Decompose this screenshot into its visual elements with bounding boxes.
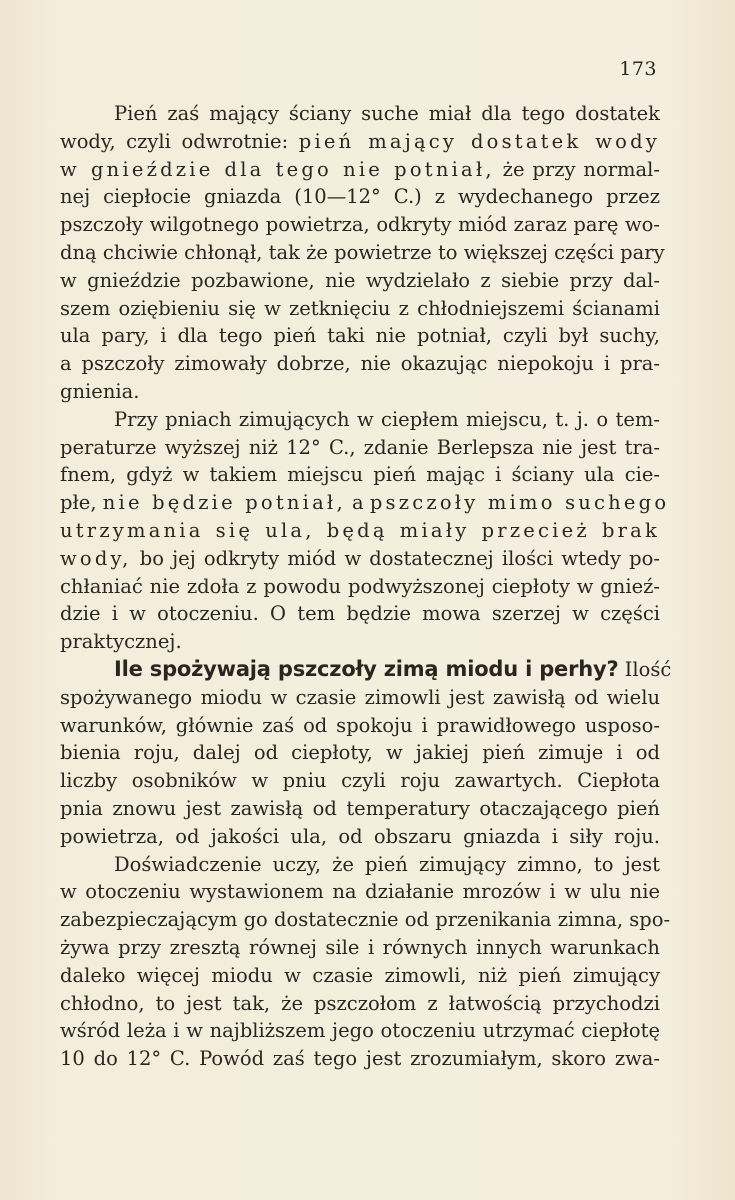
text-line — [60, 545, 660, 573]
text-line — [60, 823, 660, 851]
text-span: gnienia. — [60, 379, 140, 403]
text-span: wody, czyli odwrotnie: — [60, 129, 299, 153]
emphasized-text: utrzymania się ula, będą miały przecież brak — [60, 518, 660, 542]
text-span: dzie i w otoczeniu. O tem będzie mowa szerzej w części — [60, 602, 660, 626]
text-line — [60, 1045, 660, 1073]
text-line — [60, 211, 660, 239]
text-span: płe, — [60, 491, 103, 515]
text-span: a — [345, 491, 370, 515]
text-line — [60, 406, 660, 434]
text-span: w gnieździe pozbawione, nie wydzielało z siebie przy dal- — [60, 268, 660, 292]
text-line — [60, 656, 672, 684]
text-line — [60, 378, 660, 406]
text-span: pszczoły wilgotnego powietrza, odkryty miód zaraz parę wo- — [60, 213, 660, 237]
text-line — [60, 128, 660, 156]
text-span: dną chciwie chłonął, tak że powietrze to większej części pary — [60, 240, 665, 264]
text-line — [60, 795, 660, 823]
text-span: szem oziębieniu się w zetknięciu z chłodniejszemi ścianami — [60, 296, 660, 320]
text-line — [60, 322, 660, 350]
text-span: Ilość — [618, 657, 672, 681]
text-span: zabezpieczającym go dostatecznie od przenikania zimna, spo- — [60, 908, 671, 932]
text-line — [60, 851, 660, 879]
text-span: peraturze wyższej niż 12° C., zdanie Berlepsza nie jest tra- — [60, 435, 660, 459]
text-span: żywa przy zresztą równej sile i równych innych warunkach — [60, 935, 660, 959]
text-span: nej ciepłocie gniazda (10—12° C.) z wydechanego przez — [60, 185, 660, 209]
text-line — [60, 962, 660, 990]
text-span: pnia znowu jest zawisłą od temperatury otaczającego pień — [60, 796, 660, 820]
text-span: praktycznej. — [60, 630, 182, 654]
text-line — [60, 600, 660, 628]
text-line — [60, 350, 660, 378]
text-span: Przy pniach zimujących w ciepłem miejscu, t. j. o tem- — [114, 407, 660, 431]
text-line — [60, 489, 670, 517]
text-span: bo jej odkryty miód w dostatecznej ilości wtedy po- — [131, 546, 660, 570]
emphasized-text: nie będzie potniał, — [102, 491, 346, 515]
text-span: 10 do 12° C. Powód zaś tego jest zrozumiałym, skoro zwa- — [60, 1047, 660, 1071]
text-span: warunków, głównie zaś od spokoju i prawidłowego usposo- — [60, 713, 660, 737]
text-span: chłaniać nie zdoła z powodu podwyższonej ciepłoty w gnieź- — [60, 574, 660, 598]
text-span: Pień zaś mający ściany suche miał dla tego dostatek — [114, 102, 660, 125]
body-text — [60, 100, 672, 1073]
text-span: ula pary, i dla tego pień taki nie potniał, czyli był suchy, — [60, 324, 660, 348]
text-line — [60, 517, 660, 545]
text-line — [60, 990, 660, 1018]
section-heading: Ile spożywają pszczoły zimą miodu i perhy? — [114, 656, 619, 681]
text-line — [60, 906, 671, 934]
text-line — [60, 156, 660, 184]
emphasized-text: pszczoły mimo suchego — [369, 491, 670, 515]
emphasized-text: pień mający dostatek wody — [298, 129, 660, 153]
text-line — [60, 767, 660, 795]
text-line — [60, 684, 660, 712]
emphasized-text: w gnieździe dla tego nie potniał, — [60, 157, 495, 181]
text-span: spożywanego miodu w czasie zimowli jest zawisłą od wielu — [60, 685, 660, 709]
text-line — [60, 878, 660, 906]
text-span: w otoczeniu wystawionem na działanie mrozów i w ulu nie — [60, 880, 660, 904]
text-line — [60, 267, 660, 295]
text-line — [60, 573, 660, 601]
text-line — [60, 461, 660, 489]
text-line — [60, 934, 660, 962]
text-span: bienia roju, dalej od ciepłoty, w jakiej pień zimuje i od — [60, 741, 660, 765]
text-span: że przy normal- — [494, 157, 660, 181]
page-number: 173 — [619, 58, 657, 80]
text-span: chłodno, to jest tak, że pszczołom z łatwością przychodzi — [60, 991, 660, 1015]
text-line — [60, 434, 660, 462]
text-span: liczby osobników w pniu czyli roju zawartych. Ciepłota — [60, 769, 660, 793]
text-span: wśród leża i w najbliższem jego otoczeniu utrzymać ciepłotę — [60, 1019, 660, 1043]
text-line — [60, 712, 660, 740]
text-line — [60, 1017, 660, 1045]
text-line — [60, 183, 660, 211]
text-span: Doświadczenie uczy, że pień zimujący zimno, to jest — [114, 852, 660, 876]
text-span: daleko więcej miodu w czasie zimowli, niż pień zimujący — [60, 963, 660, 987]
text-line — [60, 100, 660, 128]
text-line — [60, 295, 660, 323]
text-line — [60, 628, 660, 656]
text-span: fnem, gdyż w takiem miejscu pień mając i ściany ula cie- — [60, 463, 660, 487]
text-span: a pszczoły zimowały dobrze, nie okazując niepokoju i pra- — [60, 352, 660, 376]
text-line — [60, 239, 665, 267]
emphasized-text: wody, — [60, 546, 132, 570]
text-span: powietrza, od jakości ula, od obszaru gniazda i siły roju. — [60, 824, 660, 848]
text-line — [60, 739, 660, 767]
